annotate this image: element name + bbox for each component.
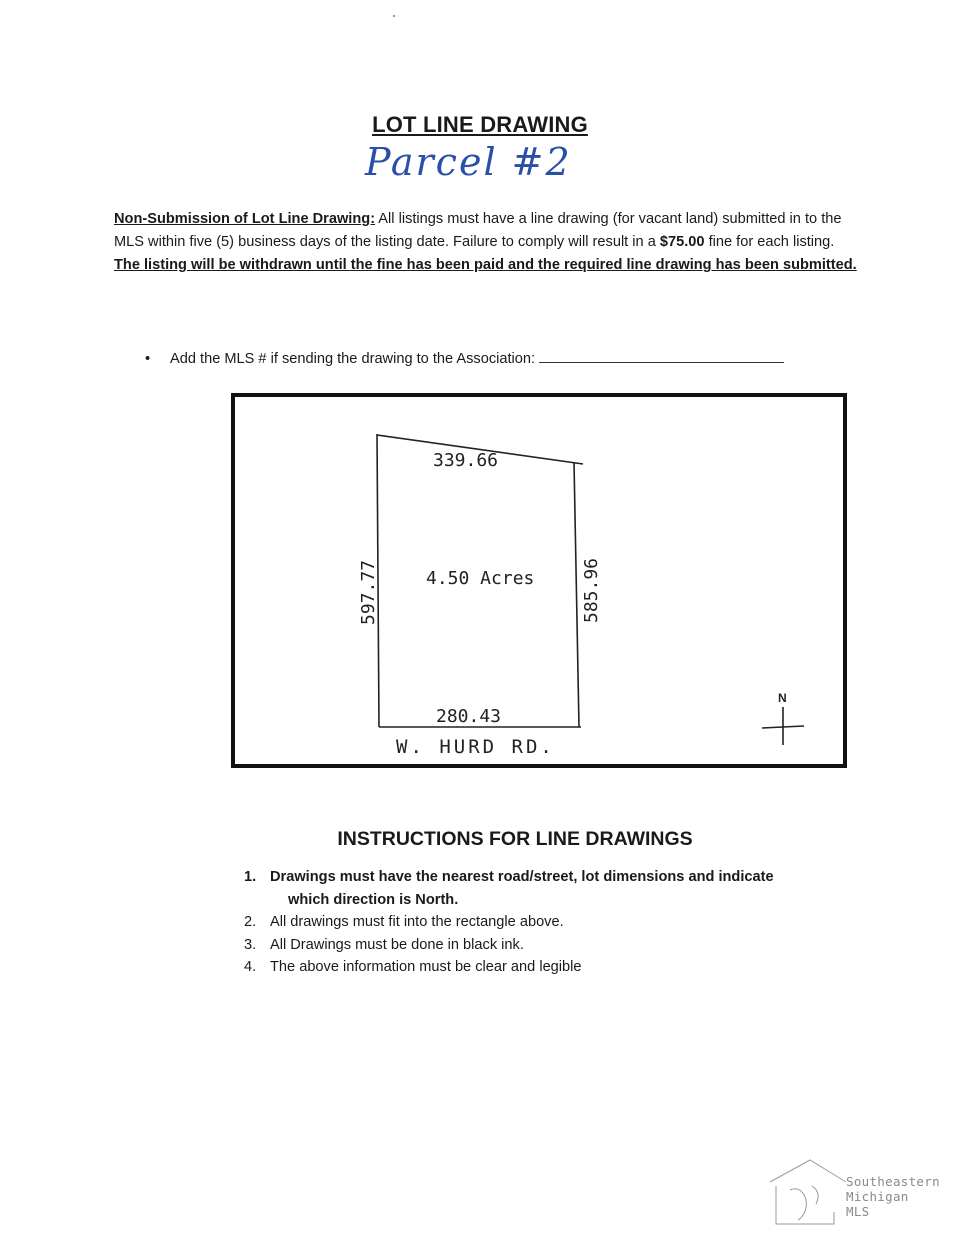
list-item bbox=[244, 911, 824, 934]
list-item bbox=[244, 866, 824, 911]
instructions-title: INSTRUCTIONS FOR LINE DRAWINGS bbox=[337, 828, 693, 850]
notice-lead: Non-Submission of Lot Line Drawing: bbox=[114, 211, 376, 227]
non-submission-notice bbox=[114, 208, 859, 277]
item-text: Drawings must have the nearest road/street, lot dimensions and indicate bbox=[270, 869, 774, 885]
instructions-list bbox=[244, 866, 824, 979]
logo-line-2: Michigan bbox=[846, 1189, 909, 1204]
right-dimension: 585.96 bbox=[581, 557, 602, 623]
mls-number-field[interactable] bbox=[539, 348, 784, 363]
list-item bbox=[244, 934, 824, 957]
notice-body-2: fine for each listing. bbox=[704, 234, 835, 250]
item-text: All Drawings must be done in black ink. bbox=[270, 936, 524, 953]
item-text: The above information must be clear and legible bbox=[270, 959, 582, 975]
north-label: N bbox=[778, 691, 787, 705]
page-title: LOT LINE DRAWING bbox=[372, 112, 588, 137]
logo-line-3: MLS bbox=[846, 1204, 870, 1219]
left-dimension: 597.77 bbox=[358, 559, 379, 625]
area-label: 4.50 Acres bbox=[426, 568, 535, 589]
item-number: 4. bbox=[244, 959, 257, 975]
item-number: 1. bbox=[244, 869, 257, 885]
notice-warning: The listing will be withdrawn until the fine has been paid and the required line drawing has been submitted. bbox=[114, 257, 857, 273]
handwritten-parcel-label: Parcel #2 bbox=[365, 140, 572, 184]
mls-prompt-label: Add the MLS # if sending the drawing to the Association: bbox=[170, 351, 536, 367]
top-dimension: 339.66 bbox=[433, 450, 499, 471]
list-item bbox=[244, 956, 824, 979]
item-text-continued: which direction is North. bbox=[288, 891, 459, 908]
item-number: 3. bbox=[244, 936, 257, 953]
logo-line-1: Southeastern bbox=[846, 1174, 940, 1189]
road-label: W. HURD RD. bbox=[396, 736, 555, 758]
bottom-dimension: 280.43 bbox=[436, 706, 502, 727]
notice-body-1: All listings must have a line drawing (for vacant land) submitted in to the MLS within five (5) business days of the listing date. Failure to comply will result in a bbox=[114, 211, 842, 250]
mls-number-prompt bbox=[145, 348, 784, 367]
item-number: 2. bbox=[244, 914, 257, 930]
item-text: All drawings must fit into the rectangle above. bbox=[270, 914, 564, 930]
lot-line-sketch bbox=[231, 393, 847, 768]
mls-logo-text bbox=[846, 1174, 940, 1219]
scan-speck bbox=[393, 15, 395, 17]
north-arrow-icon bbox=[762, 707, 804, 745]
lot-right-line bbox=[574, 462, 579, 727]
bullet: • bbox=[145, 351, 151, 367]
notice-fine: $75.00 bbox=[659, 234, 705, 250]
